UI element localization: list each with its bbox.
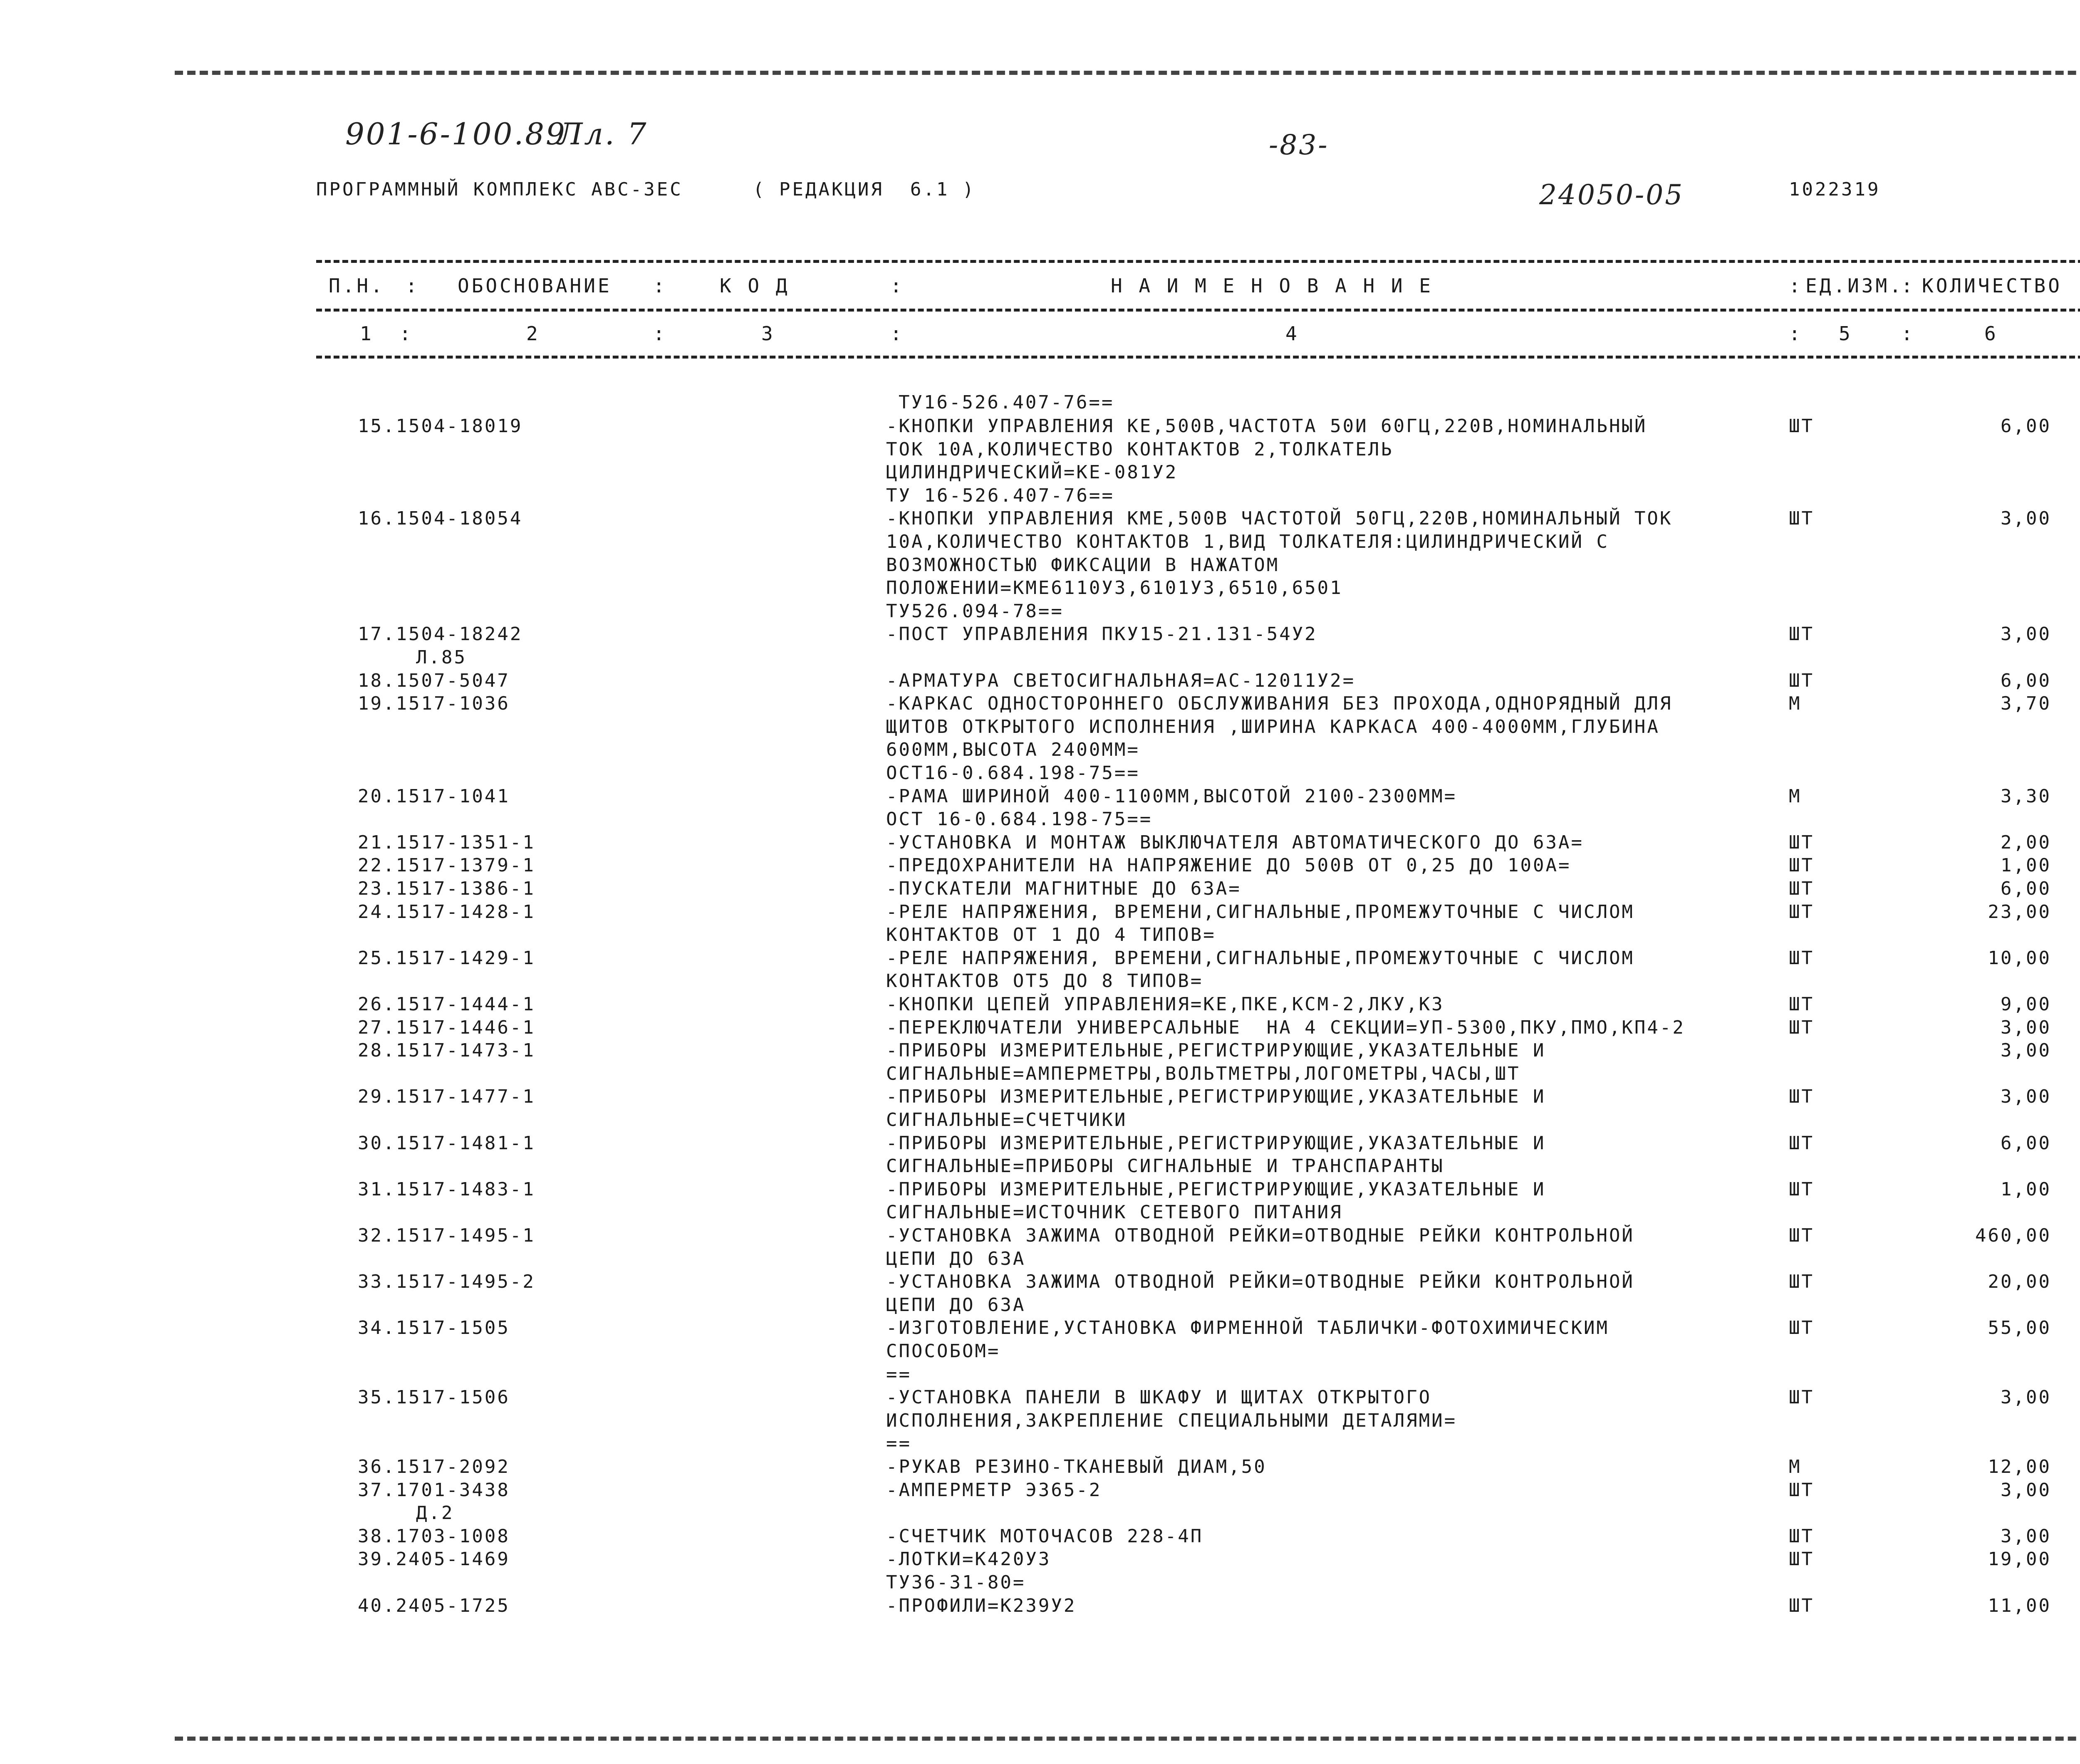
row-name-line: КОНТАКТОВ ОТ5 ДО 8 ТИПОВ= xyxy=(886,970,1203,992)
row-code: 23.1517-1386-1 xyxy=(358,878,535,899)
row-code: 37.1701-3438 xyxy=(358,1479,510,1501)
row-name-line: ЦИЛИНДРИЧЕСКИЙ=КЕ-081У2 xyxy=(886,462,1178,483)
row-name-line: -ПРЕДОХРАНИТЕЛИ НА НАПРЯЖЕНИЕ ДО 500В ОТ 0,25 ДО 100А= xyxy=(886,855,1571,876)
row-quantity: 55,00 xyxy=(1988,1317,2051,1339)
row-name-line: ОСТ 16-0.684.198-75== xyxy=(886,809,1153,830)
row-quantity: 3,00 xyxy=(2001,1525,2051,1547)
row-unit: ШТ xyxy=(1789,1595,1814,1616)
row-quantity: 2,00 xyxy=(2001,831,2051,853)
row-code: 27.1517-1446-1 xyxy=(358,1017,535,1038)
row-quantity: 6,00 xyxy=(2001,1132,2051,1154)
row-name-line: ТОК 10А,КОЛИЧЕСТВО КОНТАКТОВ 2,ТОЛКАТЕЛЬ xyxy=(886,438,1394,460)
row-name-line: ТУ36-31-80= xyxy=(886,1572,1026,1593)
row-unit: ШТ xyxy=(1789,670,1814,691)
row-quantity: 3,00 xyxy=(2001,623,2051,645)
row-name-line: -КНОПКИ УПРАВЛЕНИЯ КМЕ,500В ЧАСТОТОЙ 50ГЦ,220В,НОМИНАЛЬНЫЙ ТОК xyxy=(886,508,1673,529)
header-rule-top xyxy=(316,260,2080,263)
row-name-line: -ПРИБОРЫ ИЗМЕРИТЕЛЬНЫЕ,РЕГИСТРИРУЮЩИЕ,УКАЗАТЕЛЬНЫЕ И xyxy=(886,1132,1546,1154)
row-code: 40.2405-1725 xyxy=(358,1595,510,1616)
row-code: 21.1517-1351-1 xyxy=(358,831,535,853)
row-unit: ШТ xyxy=(1789,994,1814,1015)
col-number-1: 1 xyxy=(360,322,374,345)
row-name-line: -УСТАНОВКА ЗАЖИМА ОТВОДНОЙ РЕЙКИ=ОТВОДНЫЕ РЕЙКИ КОНТРОЛЬНОЙ xyxy=(886,1271,1634,1293)
row-name-line: СИГНАЛЬНЫЕ=ИСТОЧНИК СЕТЕВОГО ПИТАНИЯ xyxy=(886,1202,1343,1223)
row-quantity: 6,00 xyxy=(2001,878,2051,899)
header-rule-middle xyxy=(316,309,2080,312)
row-name-line: СИГНАЛЬНЫЕ=АМПЕРМЕТРЫ,ВОЛЬТМЕТРЫ,ЛОГОМЕТРЫ,ЧАСЫ,ШТ xyxy=(886,1063,1520,1084)
row-code: 36.1517-2092 xyxy=(358,1456,510,1477)
row-code: 38.1703-1008 xyxy=(358,1525,510,1547)
row-unit: ШТ xyxy=(1789,878,1814,899)
row-name-line: -КНОПКИ УПРАВЛЕНИЯ КЕ,500В,ЧАСТОТА 50И 60ГЦ,220В,НОМИНАЛЬНЫЙ xyxy=(886,416,1647,437)
col-number-2: 2 xyxy=(526,322,540,345)
row-name-line: -УСТАНОВКА ПАНЕЛИ В ШКАФУ И ЩИТАХ ОТКРЫТОГО xyxy=(886,1387,1432,1408)
row-quantity: 1,00 xyxy=(2001,855,2051,876)
row-name-line: ИСПОЛНЕНИЯ,ЗАКРЕПЛЕНИЕ СПЕЦИАЛЬНЫМИ ДЕТАЛЯМИ= xyxy=(886,1410,1457,1431)
col-header-unit: ЕД.ИЗМ. xyxy=(1805,275,1904,297)
row-quantity: 6,00 xyxy=(2001,416,2051,437)
bottom-border-dashes xyxy=(175,1737,2080,1741)
row-name-line: СПОСОБОМ= xyxy=(886,1341,1000,1362)
row-unit: ШТ xyxy=(1789,831,1814,853)
row-quantity: 9,00 xyxy=(2001,994,2051,1015)
row-quantity: 3,00 xyxy=(2001,1017,2051,1038)
row-name-line: -ПРИБОРЫ ИЗМЕРИТЕЛЬНЫЕ,РЕГИСТРИРУЮЩИЕ,УКАЗАТЕЛЬНЫЕ И xyxy=(886,1178,1546,1200)
row-unit: ШТ xyxy=(1789,1317,1814,1339)
col-number-5: 5 xyxy=(1839,322,1853,345)
row-code: 33.1517-1495-2 xyxy=(358,1271,535,1293)
row-unit: ШТ xyxy=(1789,1017,1814,1038)
row-quantity: 3,00 xyxy=(2001,1387,2051,1408)
row-code: 18.1507-5047 xyxy=(358,670,510,691)
header-rule-bottom xyxy=(316,356,2080,359)
col-number-3: 3 xyxy=(761,322,775,345)
col-header-code: К О Д xyxy=(720,275,790,297)
row-name-line: КОНТАКТОВ ОТ 1 ДО 4 ТИПОВ= xyxy=(886,924,1216,946)
row-name-line: СИГНАЛЬНЫЕ=СЧЕТЧИКИ xyxy=(886,1109,1127,1131)
row-unit: М xyxy=(1789,785,1802,807)
row-unit: ШТ xyxy=(1789,855,1814,876)
row-unit: ШТ xyxy=(1789,1086,1814,1108)
row-quantity: 12,00 xyxy=(1988,1456,2051,1477)
col-number-4: 4 xyxy=(1285,322,1300,345)
col-number-6: 6 xyxy=(1984,322,1998,345)
row-code: 39.2405-1469 xyxy=(358,1549,510,1570)
row-quantity: 20,00 xyxy=(1988,1271,2051,1293)
row-quantity: 460,00 xyxy=(1975,1225,2051,1246)
row-quantity: 10,00 xyxy=(1988,947,2051,969)
row-name-line: ПОЛОЖЕНИИ=КМЕ6110У3,6101У3,6510,6501 xyxy=(886,577,1343,599)
row-name-line: -АМПЕРМЕТР Э365-2 xyxy=(886,1479,1102,1501)
row-name-line: -ПРИБОРЫ ИЗМЕРИТЕЛЬНЫЕ,РЕГИСТРИРУЮЩИЕ,УКАЗАТЕЛЬНЫЕ И xyxy=(886,1086,1546,1108)
program-title: ПРОГРАММНЫЙ КОМПЛЕКС АВС-3ЕС xyxy=(316,179,683,200)
row-name-line: ЩИТОВ ОТКРЫТОГО ИСПОЛНЕНИЯ ,ШИРИНА КАРКАСА 400-4000ММ,ГЛУБИНА xyxy=(886,716,1660,737)
row-name-line: -РЕЛЕ НАПРЯЖЕНИЯ, ВРЕМЕНИ,СИГНАЛЬНЫЕ,ПРОМЕЖУТОЧНЫЕ С ЧИСЛОМ xyxy=(886,947,1634,969)
row-unit: М xyxy=(1789,1456,1802,1477)
row-name-line: -АРМАТУРА СВЕТОСИГНАЛЬНАЯ=АС-12011У2= xyxy=(886,670,1356,691)
edition-label: ( РЕДАКЦИЯ 6.1 ) xyxy=(753,179,976,200)
row-name-line: -ПОСТ УПРАВЛЕНИЯ ПКУ15-21.131-54У2 xyxy=(886,623,1317,645)
row-code: 17.1504-18242 xyxy=(358,623,523,645)
order-number-handwritten: 24050-05 xyxy=(1539,179,1684,211)
row-quantity: 3,00 xyxy=(2001,1040,2051,1061)
row-unit: ШТ xyxy=(1789,1479,1814,1501)
row-name-line: -ПРОФИЛИ=К239У2 xyxy=(886,1595,1077,1616)
document-number: 1022319 xyxy=(1789,179,1881,200)
row-name-line: -ПРИБОРЫ ИЗМЕРИТЕЛЬНЫЕ,РЕГИСТРИРУЮЩИЕ,УКАЗАТЕЛЬНЫЕ И xyxy=(886,1040,1546,1061)
row-unit: ШТ xyxy=(1789,1225,1814,1246)
row-name-line: -ИЗГОТОВЛЕНИЕ,УСТАНОВКА ФИРМЕННОЙ ТАБЛИЧКИ-ФОТОХИМИЧЕСКИМ xyxy=(886,1317,1609,1339)
row-code: 19.1517-1036 xyxy=(358,693,510,715)
row-name-line: -ПЕРЕКЛЮЧАТЕЛИ УНИВЕРСАЛЬНЫЕ НА 4 СЕКЦИИ=УП-5300,ПКУ,ПМО,КП4-2 xyxy=(886,1017,1685,1038)
row-name-line: == xyxy=(886,1363,911,1385)
row-quantity: 1,00 xyxy=(2001,1178,2051,1200)
page-number: -83- xyxy=(1269,129,1329,161)
row-name-line: -УСТАНОВКА ЗАЖИМА ОТВОДНОЙ РЕЙКИ=ОТВОДНЫЕ РЕЙКИ КОНТРОЛЬНОЙ xyxy=(886,1225,1634,1246)
row-quantity: 3,00 xyxy=(2001,1086,2051,1108)
row-quantity: 3,00 xyxy=(2001,508,2051,529)
row-unit: ШТ xyxy=(1789,623,1814,645)
row-unit: ШТ xyxy=(1789,1387,1814,1408)
row-code: 16.1504-18054 xyxy=(358,508,523,529)
row-name-line: -РАМА ШИРИНОЙ 400-1100ММ,ВЫСОТОЙ 2100-2300ММ= xyxy=(886,785,1457,807)
row-code: 22.1517-1379-1 xyxy=(358,855,535,876)
row-unit: ШТ xyxy=(1789,901,1814,923)
row-quantity: 11,00 xyxy=(1988,1595,2051,1616)
row-name-line: 600ММ,ВЫСОТА 2400ММ= xyxy=(886,739,1140,761)
row-unit: ШТ xyxy=(1789,1525,1814,1547)
row-name-line: -КАРКАС ОДНОСТОРОННЕГО ОБСЛУЖИВАНИЯ БЕЗ ПРОХОДА,ОДНОРЯДНЫЙ ДЛЯ xyxy=(886,693,1673,715)
row-name-line: -РЕЛЕ НАПРЯЖЕНИЯ, ВРЕМЕНИ,СИГНАЛЬНЫЕ,ПРОМЕЖУТОЧНЫЕ С ЧИСЛОМ xyxy=(886,901,1634,923)
row-name-line: 10А,КОЛИЧЕСТВО КОНТАКТОВ 1,ВИД ТОЛКАТЕЛЯ:ЦИЛИНДРИЧЕСКИЙ С xyxy=(886,531,1609,552)
row-name-line: -ЛОТКИ=К420У3 xyxy=(886,1549,1051,1570)
row-name-line: -СЧЕТЧИК МОТОЧАСОВ 228-4П xyxy=(886,1525,1203,1547)
row-quantity: 6,00 xyxy=(2001,670,2051,691)
row-quantity: 19,00 xyxy=(1988,1549,2051,1570)
row-name-line: -КНОПКИ ЦЕПЕЙ УПРАВЛЕНИЯ=КЕ,ПКЕ,КСМ-2,ЛКУ,КЗ xyxy=(886,994,1444,1015)
row-code: 24.1517-1428-1 xyxy=(358,901,535,923)
doc-code-handwritten: 901-6-100.89 xyxy=(345,116,567,151)
row-unit: ШТ xyxy=(1789,1132,1814,1154)
row-code: 32.1517-1495-1 xyxy=(358,1225,535,1246)
row-unit: ШТ xyxy=(1789,1178,1814,1200)
row-sheet-ref: Д.2 xyxy=(416,1502,454,1524)
row-name-line: ОСТ16-0.684.198-75== xyxy=(886,762,1140,784)
row-quantity: 3,00 xyxy=(2001,1479,2051,1501)
row-name-line: ЦЕПИ ДО 63А xyxy=(886,1294,1026,1316)
row-code: 29.1517-1477-1 xyxy=(358,1086,535,1108)
row-name-line: СИГНАЛЬНЫЕ=ПРИБОРЫ СИГНАЛЬНЫЕ И ТРАНСПАРАНТЫ xyxy=(886,1155,1444,1177)
row-quantity: 3,30 xyxy=(2001,785,2051,807)
row-code: 15.1504-18019 xyxy=(358,416,523,437)
row-unit: ШТ xyxy=(1789,416,1814,437)
row-code: 30.1517-1481-1 xyxy=(358,1132,535,1154)
row-quantity: 23,00 xyxy=(1988,901,2051,923)
row-name-line: ЦЕПИ ДО 63А xyxy=(886,1248,1026,1269)
row-code: 31.1517-1483-1 xyxy=(358,1178,535,1200)
row-code: 26.1517-1444-1 xyxy=(358,994,535,1015)
col-header-basis: ОБОСНОВАНИЕ xyxy=(458,275,612,297)
row-unit: ШТ xyxy=(1789,508,1814,529)
col-header-name: Н А И М Е Н О В А Н И Е xyxy=(1111,275,1433,297)
row-code: 35.1517-1506 xyxy=(358,1387,510,1408)
row-name-line: -ПУСКАТЕЛИ МАГНИТНЫЕ ДО 63А= xyxy=(886,878,1241,899)
top-border-dashes xyxy=(175,71,2080,75)
col-header-pn: П.Н. xyxy=(329,275,385,297)
row-name-line: ВОЗМОЖНОСТЬЮ ФИКСАЦИИ В НАЖАТОМ xyxy=(886,554,1280,576)
row-unit: ШТ xyxy=(1789,1271,1814,1293)
row-unit: М xyxy=(1789,693,1802,715)
row-sheet-ref: Л.85 xyxy=(416,647,467,668)
row-name-line: ТУ 16-526.407-76== xyxy=(886,485,1114,506)
preamble-spec: ТУ16-526.407-76== xyxy=(899,392,1114,413)
row-name-line: == xyxy=(886,1433,911,1455)
row-name-line: -РУКАВ РЕЗИНО-ТКАНЕВЫЙ ДИАМ,50 xyxy=(886,1456,1267,1477)
row-code: 34.1517-1505 xyxy=(358,1317,510,1339)
row-name-line: -УСТАНОВКА И МОНТАЖ ВЫКЛЮЧАТЕЛЯ АВТОМАТИЧЕСКОГО ДО 63А= xyxy=(886,831,1584,853)
row-unit: ШТ xyxy=(1789,947,1814,969)
row-name-line: ТУ526.094-78== xyxy=(886,600,1064,622)
row-code: 20.1517-1041 xyxy=(358,785,510,807)
row-code: 28.1517-1473-1 xyxy=(358,1040,535,1061)
row-quantity: 3,70 xyxy=(2001,693,2051,715)
sheet-number-handwritten: Лл. 7 xyxy=(557,116,648,151)
row-unit: ШТ xyxy=(1789,1549,1814,1570)
col-header-quantity: КОЛИЧЕСТВО xyxy=(1922,275,2062,297)
row-code: 25.1517-1429-1 xyxy=(358,947,535,969)
